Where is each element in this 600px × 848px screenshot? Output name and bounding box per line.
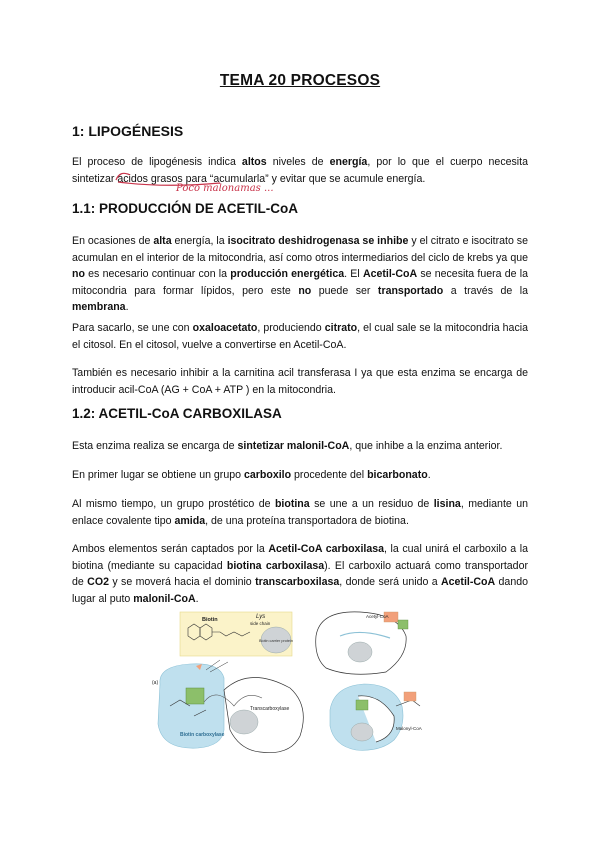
- paragraph-acetil-coa-2: Para sacarlo, se une con oxaloacetato, produciendo citrato, el cual sale se la mitocondria hacia el citosol. En el citosol, vuelve a convertirse en Acetil-CoA.: [72, 322, 528, 351]
- page-title: TEMA 20 PROCESOS: [219, 72, 381, 89]
- right-upper-carrier: [348, 642, 372, 662]
- right-lower-marker: [404, 692, 416, 701]
- carboxyl-group-box: [186, 688, 204, 704]
- lys-label: Lys: [256, 614, 266, 620]
- malonyl-coa-label: Malonyl-CoA: [396, 726, 422, 731]
- paragraph-carboxilasa-3: Al mismo tiempo, un grupo prostético de biotina se une a un residuo de lisina, mediante un enlace covalente tipo amida, de una proteína transportadora de biotina.: [72, 498, 528, 527]
- right-upper-green-box: [398, 620, 408, 629]
- side-chain-label: side chain: [250, 621, 271, 626]
- handwritten-annotation: Poco malonamas ...: [176, 183, 274, 194]
- paragraph-carboxilasa-4: Ambos elementos serán captados por la Acetil-CoA carboxilasa, la cual unirá el carboxilo a la biotina (mediante su capacidad biotina carboxilasa). El carboxilo actuará como transportador de CO2 y se moverá hacia el dominio transcarboxilasa, donde será unido a Acetil-CoA dando lugar al puto malonil-CoA.: [72, 543, 529, 605]
- paragraph-lipogenesis: El proceso de lipogénesis indica altos niveles de energía, por lo que el cuerpo necesita sintetizar ácidos grasos para “acumularla” y evitar que se acumule energía.: [72, 156, 528, 185]
- biotin-carrier-label: Biotin carrier protein: [259, 639, 293, 643]
- section-heading-lipogenesis: 1: LIPOGÉNESIS: [72, 123, 184, 139]
- biotin-carboxylase-label: Biotin carboxylase: [180, 732, 225, 738]
- right-lower-carrier: [351, 723, 373, 741]
- right-lower-green-box: [356, 700, 368, 710]
- paragraph-carboxilasa-2: En primer lugar se obtiene un grupo carboxilo procedente del bicarbonato.: [72, 469, 431, 481]
- biotin-label: Biotin: [202, 617, 218, 623]
- panel-a-label: (a): [152, 680, 159, 686]
- acetyl-coa-label: Acetyl-CoA: [366, 614, 389, 619]
- section-heading-acetil-coa: 1.1: PRODUCCIÓN DE ACETIL-CoA: [72, 201, 299, 216]
- transcarboxylase-label: Transcarboxylase: [250, 706, 290, 712]
- acetyl-coa-carboxylase-figure: [150, 606, 450, 786]
- paragraph-carboxilasa-1: Esta enzima realiza se encarga de sintetizar malonil-CoA, que inhibe a la enzima anterior.: [72, 440, 503, 452]
- carrier-protein-circle: [230, 710, 258, 734]
- paragraph-acetil-coa-1: En ocasiones de alta energía, la isocitrato deshidrogenasa se inhibe y el citrato e isocitrato se acumulan en el interior de la mitocondria, así como otros intermediarios del ciclo de krebs ya que no es necesario continuar con la producción energética. El Acetil-CoA se necesita fuera de la mitocondria para formar lípidos, pero este no puede ser transportado a través de la membrana.: [72, 235, 528, 314]
- section-heading-carboxilasa: 1.2: ACETIL-CoA CARBOXILASA: [72, 406, 282, 421]
- paragraph-acetil-coa-3: También es necesario inhibir a la carnitina acil transferasa I ya que esta enzima se encarga de introducir acil-CoA (AG + CoA + ATP ) en la mitocondria.: [72, 367, 528, 396]
